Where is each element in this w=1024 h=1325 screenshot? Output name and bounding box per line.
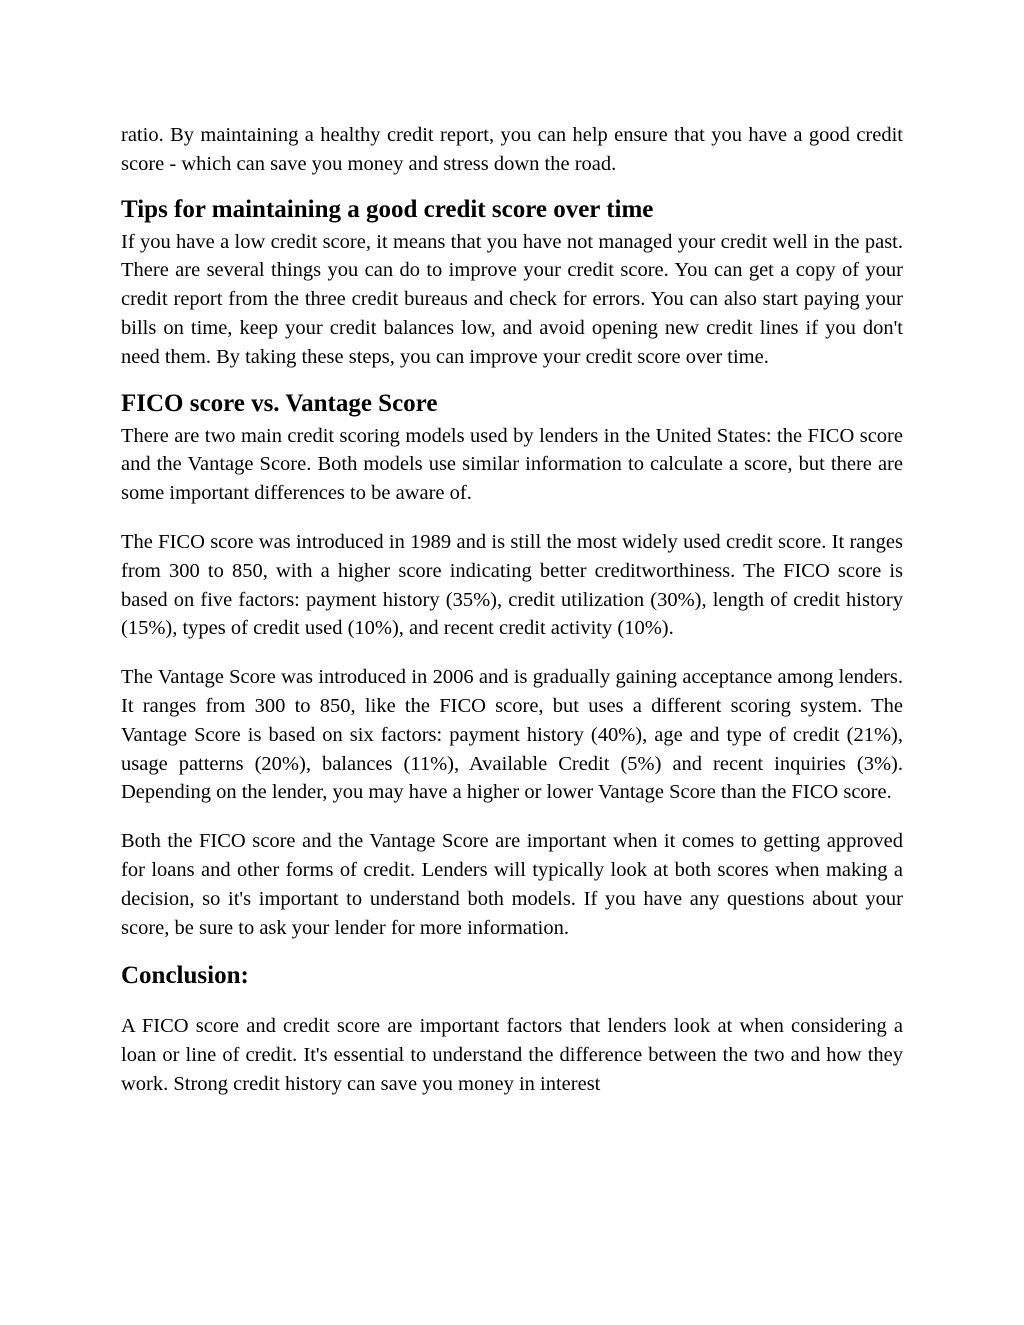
tips-paragraph: If you have a low credit score, it means that you have not managed your credit well in the past. There are several things you can do to improve your credit score. You can get a copy of your credit report from the three credit bureaus and check for errors. You can also start paying your bills on time, keep your credit balances low, and avoid opening new credit lines if you don't need them. By taking these steps, you can improve your credit score over time. (121, 230, 903, 368)
fico-vantage-intro-paragraph: There are two main credit scoring models used by lenders in the United States: the FICO score and the Vantage Score. Both models use similar information to calculate a score, but there are some important differences to be aware of. (121, 424, 903, 505)
section-heading-fico-vs-vantage: FICO score vs. Vantage Score (121, 389, 438, 417)
fico-score-paragraph: The FICO score was introduced in 1989 and is still the most widely used credit score. It ranges from 300 to 850, with a higher score indicating better creditworthiness. The FICO score is based on five factors: payment history (35%), credit utilization (30%), length of credit history (15%), types of credit used (10%), and recent credit activity (10%). (121, 530, 903, 640)
vantage-score-paragraph: The Vantage Score was introduced in 2006 and is gradually gaining acceptance among lenders. It ranges from 300 to 850, like the FICO score, but uses a different scoring system. The Vantage Score is based on six factors: payment history (40%), age and type of credit (21%), usage patterns (20%), balances (11%), Available Credit (5%) and recent inquiries (3%). Depending on the lender, you may have a higher or lower Vantage Score than the FICO score. (121, 666, 903, 804)
conclusion-paragraph: A FICO score and credit score are important factors that lenders look at when considering a loan or line of credit. It's essential to understand the difference between the two and how they work. Strong credit history can save you money in interest (121, 1015, 903, 1095)
section-heading-conclusion: Conclusion: (121, 962, 249, 990)
intro-paragraph-end: ratio. By maintaining a healthy credit report, you can help ensure that you have a good credit score - which can save you money and stress down the road. (121, 124, 903, 175)
both-scores-paragraph: Both the FICO score and the Vantage Score are important when it comes to getting approved for loans and other forms of credit. Lenders will typically look at both scores when making a decision, so it's important to understand both models. If you have any questions about your score, be sure to ask your lender for more information. (121, 830, 903, 939)
document-page (121, 121, 903, 1099)
section-heading-tips: Tips for maintaining a good credit score over time (121, 195, 654, 223)
